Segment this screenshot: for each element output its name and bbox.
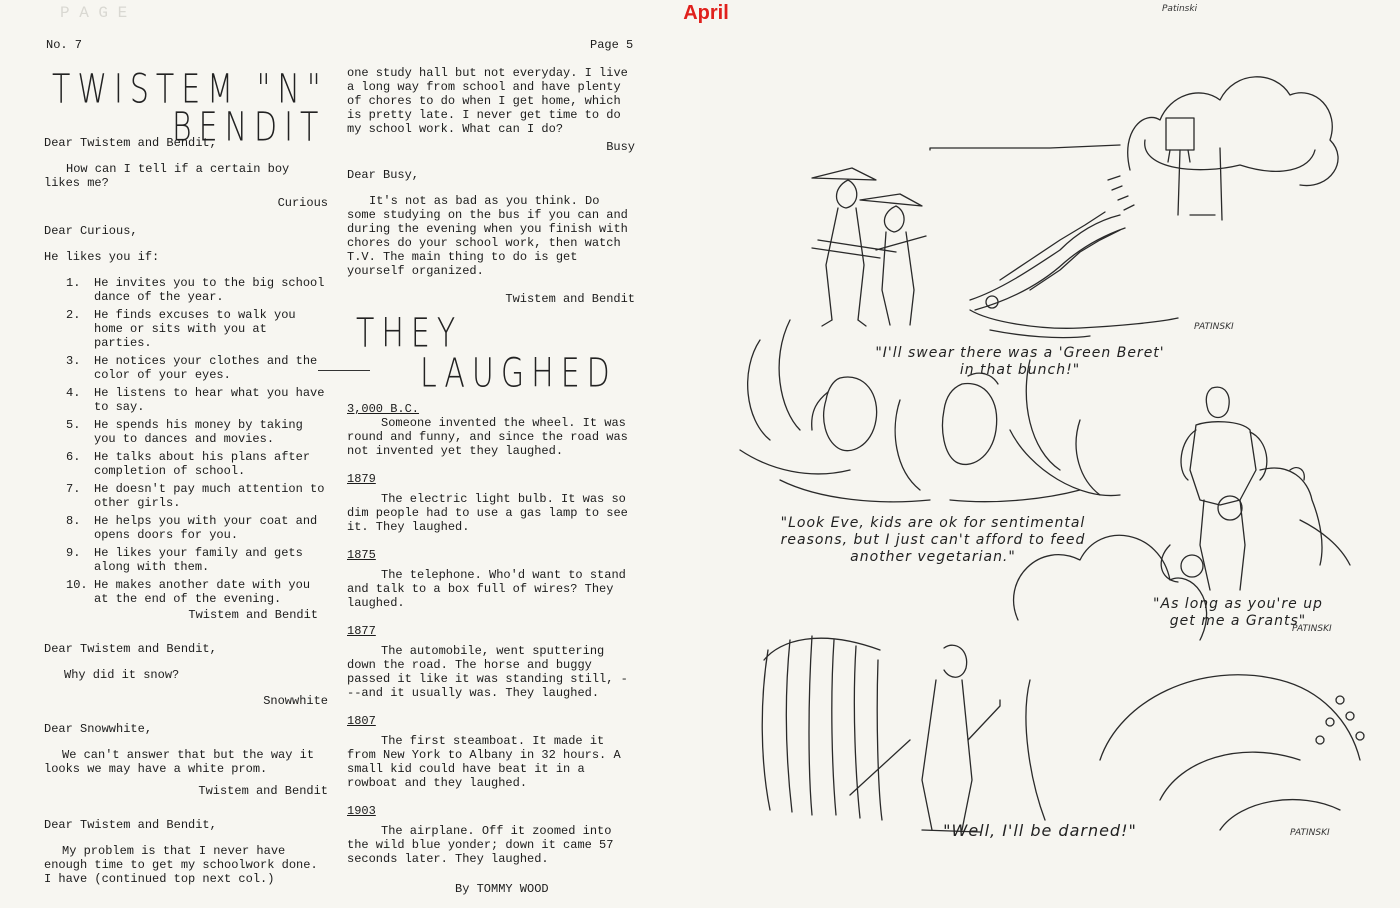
laughed-title-line1: THEY bbox=[356, 310, 463, 358]
month-label: April bbox=[683, 2, 729, 24]
entry-year: 3,000 B.C. bbox=[347, 402, 420, 416]
cartoon-drawings bbox=[700, 0, 1400, 908]
entry bbox=[347, 402, 635, 458]
letter1-intro: He likes you if: bbox=[44, 250, 160, 264]
list-item: 9. He likes your family and gets along with them. bbox=[66, 546, 303, 574]
caption-boxer: "As long as you're up get me a Grants" bbox=[1153, 596, 1323, 629]
letter3-salutation: Dear Twistem and Bendit, bbox=[44, 818, 217, 832]
letter1-question: How can I tell if a certain boy likes me? bbox=[44, 162, 290, 190]
letter2-salutation: Dear Twistem and Bendit, bbox=[44, 642, 217, 656]
entry-text: The automobile, went sputtering down the road. The horse and buggy passed it like it was standing still, ---and it usually was. They laughed. bbox=[347, 644, 628, 700]
column-title-line2: BENDIT bbox=[172, 104, 326, 152]
entry-year: 1875 bbox=[347, 548, 376, 562]
entry-text: The telephone. Who'd want to stand and talk to a box full of wires? They laughed. bbox=[347, 568, 626, 610]
right-column bbox=[347, 66, 635, 306]
list-item: 8. He helps you with your coat and opens doors for you. bbox=[66, 514, 318, 542]
entry bbox=[347, 804, 635, 866]
laughed-title-line2: LAUGHED bbox=[420, 350, 617, 398]
issue-number: No. 7 bbox=[46, 38, 83, 52]
artist-signature: PATINSKI bbox=[1194, 322, 1234, 332]
list-item: 2. He finds excuses to walk you home or sits with you at parties. bbox=[66, 308, 296, 350]
entry-year: 1879 bbox=[347, 472, 376, 486]
list-item: 1. He invites you to the big school dance of the year. bbox=[66, 276, 325, 304]
caption-green-beret: "I'll swear there was a 'Green Beret' in that bunch!" bbox=[875, 345, 1165, 378]
artist-signature: PATINSKI bbox=[1292, 624, 1332, 634]
letter3-question: My problem is that I never have enough time to get my schoolwork done. I have (continued top next col.) bbox=[44, 844, 318, 886]
signs-list bbox=[44, 276, 328, 606]
column-title-line1: TWISTEM "N" bbox=[52, 66, 328, 114]
letter2-reply-signature: Twistem and Bendit bbox=[198, 784, 328, 798]
letter2-reply-salutation: Dear Snowwhite, bbox=[44, 722, 153, 736]
byline: By TOMMY WOOD bbox=[455, 882, 549, 896]
list-item: 3. He notices your clothes and the color of your eyes. bbox=[66, 354, 318, 382]
laughed-entries bbox=[347, 402, 635, 896]
entry-year: 1903 bbox=[347, 804, 376, 818]
list-item: 4. He listens to hear what you have to say. bbox=[66, 386, 325, 414]
entry bbox=[347, 548, 635, 610]
left-column bbox=[44, 136, 328, 886]
entry-text: The airplane. Off it zoomed into the wild blue yonder; down it came 57 seconds later. They laughed. bbox=[347, 824, 614, 866]
cartoon-boxer bbox=[1161, 387, 1350, 590]
letter1-salutation: Dear Twistem and Bendit, bbox=[44, 136, 217, 150]
letter2-signature: Snowwhite bbox=[263, 694, 328, 708]
letter3-reply-salutation: Dear Busy, bbox=[347, 168, 420, 182]
cartoon-moses bbox=[762, 535, 1364, 832]
right-page-cartoons bbox=[700, 0, 1400, 908]
cartoon-green-beret bbox=[812, 77, 1338, 338]
list-item: 6. He talks about his plans after completion of school. bbox=[66, 450, 311, 478]
entry-text: The first steamboat. It made it from New York to Albany in 32 hours. A small kid could have beat it in a rowboat and they laughed. bbox=[347, 734, 621, 790]
letter3-reply: It's not as bad as you think. Do some studying on the bus if you can and during the evening when you finish with chores do your school work, then watch T.V. The main thing to do is get yourself organized. bbox=[347, 194, 628, 278]
letter1-reply-signature: Twistem and Bendit bbox=[188, 608, 318, 622]
letter2-reply: We can't answer that but the way it looks we may have a white prom. bbox=[44, 748, 315, 776]
bleed-through: P A G E bbox=[60, 4, 224, 22]
list-item: 10. He makes another date with you at the end of the evening. bbox=[66, 578, 311, 606]
entry-text: The electric light bulb. It was so dim people had to use a gas lamp to see it. They laughed. bbox=[347, 492, 628, 534]
entry bbox=[347, 714, 635, 790]
list-item: 5. He spends his money by taking you to dances and movies. bbox=[66, 418, 303, 446]
page-number: Page 5 bbox=[590, 38, 634, 52]
list-item: 7. He doesn't pay much attention to other girls. bbox=[66, 482, 325, 510]
entry-year: 1877 bbox=[347, 624, 376, 638]
entry-text: Someone invented the wheel. It was round and funny, and since the road was not invented yet they laughed. bbox=[347, 416, 628, 458]
letter1-reply-salutation: Dear Curious, bbox=[44, 224, 138, 238]
letter3-signature: Busy bbox=[606, 140, 635, 154]
letter3-reply-signature: Twistem and Bendit bbox=[505, 292, 635, 306]
entry bbox=[347, 624, 635, 700]
title-rule bbox=[318, 370, 370, 371]
entry bbox=[347, 472, 635, 534]
letter1-signature: Curious bbox=[277, 196, 328, 210]
letter3-question-cont: one study hall but not everyday. I live a long way from school and have plenty of chores to do when I get home, which is pretty late. I never get time to do my school work. What can I do? bbox=[347, 66, 628, 136]
entry-year: 1807 bbox=[347, 714, 376, 728]
caption-moses: "Well, I'll be darned!" bbox=[943, 821, 1137, 840]
top-signature: Patinski bbox=[1162, 4, 1198, 14]
caption-eve: "Look Eve, kids are ok for sentimental reasons, but I just can't afford to feed another vegetarian." bbox=[780, 515, 1086, 565]
artist-signature: PATINSKI bbox=[1290, 828, 1330, 838]
letter2-question: Why did it snow? bbox=[64, 668, 180, 682]
